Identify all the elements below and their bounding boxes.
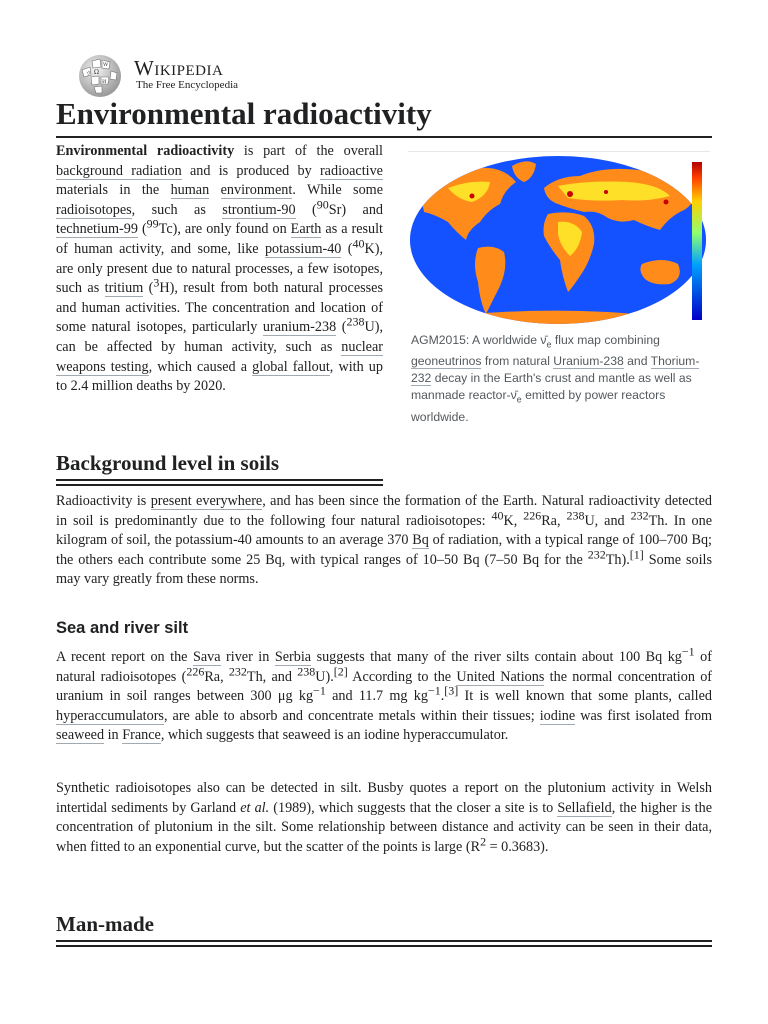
wikipedia-wordmark[interactable]: Wikipedia (134, 56, 224, 80)
heading-rule-2b (56, 945, 712, 947)
link-global-fallout[interactable]: global fallout (252, 358, 330, 375)
svg-text:И: И (102, 79, 107, 85)
link-hyperaccumulators[interactable]: hyperaccumulators (56, 707, 164, 724)
link-iodine[interactable]: iodine (539, 707, 576, 724)
link-human[interactable]: human (170, 182, 210, 199)
link-geoneutrinos[interactable]: geoneutrinos (411, 354, 482, 369)
paragraph-background: Radioactivity is present everywhere, and has been since the formation of the Earth. Natural radioactivity detected in soil is predominantly due to the following four natural radioisotopes: $^{40}$K, $^{226}$Ra, $^{238}$U, and $^{232}$Th. In one kilogram of soil, the potassium-40 amounts to an average 370 Bq of radiation, with a typical range of 100–700 Bq; the others each contribute some 25 Bq, with typical ranges of 10–50 Bq (7–50 Bq for the $^{232}$Th).[1] Some soils may vary greatly from these norms. (56, 493, 713, 588)
link-environment[interactable]: environment (220, 182, 293, 199)
page-title: Environmental radioactivity (56, 96, 432, 131)
svg-text:Ω: Ω (94, 69, 99, 76)
link-france[interactable]: France (122, 727, 161, 744)
ref-2[interactable]: [2] (333, 663, 348, 678)
svg-text:W: W (103, 62, 109, 68)
antineutrino-flux-map-image[interactable] (408, 152, 710, 328)
heading-rule-1 (56, 479, 383, 481)
link-background-radiation[interactable]: background radiation (56, 162, 182, 179)
link-uranium-238[interactable]: uranium-238 (262, 319, 337, 336)
wikipedia-globe-logo-icon[interactable] (74, 53, 126, 99)
svg-text:ウ: ウ (86, 71, 92, 77)
link-thorium-232[interactable]: Thorium-232 (411, 354, 700, 386)
heading-man-made: Man-made (56, 912, 154, 936)
link-serbia[interactable]: Serbia (274, 649, 312, 665)
link-radioactive[interactable]: radioactive (319, 162, 383, 179)
link-earth[interactable]: Earth (290, 221, 322, 238)
ref-3[interactable]: [3] (444, 683, 459, 698)
link-tritium[interactable]: tritium (104, 280, 144, 297)
wikipedia-tagline: The Free Encyclopedia (136, 79, 239, 91)
lead-bold-term: Environmental radioactivity (56, 143, 235, 159)
ref-1[interactable]: [1] (629, 547, 644, 562)
title-divider (56, 136, 712, 138)
link-uranium-238-caption[interactable]: Uranium-238 (553, 354, 624, 369)
link-nuclear-weapons-testing[interactable]: nuclear weapons testing (56, 338, 383, 375)
link-seaweed[interactable]: seaweed (56, 727, 105, 744)
heading-sea-river-silt: Sea and river silt (56, 619, 189, 637)
heading-rule-1b (56, 484, 383, 486)
link-technetium-99[interactable]: technetium-99 (56, 221, 138, 238)
link-united-nations[interactable]: United Nations (456, 668, 545, 685)
paragraph-silt-1: A recent report on the Sava river in Serbia suggests that many of the river silts contain about 100 Bq $kg^{-1}$ of natural radioisotopes ($^{226}$Ra, $^{232}$Th, and $^{238}$U).[2] According to the United Nations the normal concentration of uranium in soil ranges between 300 μg $kg^{-1}$ and 11.7 mg $kg^{-1}.[3]$ It is well known that some plants, called hyperaccumulators, are able to absorb and concentrate metals within their tissues; iodine was first isolated from seaweed in France, which suggests that seaweed is an iodine hyperaccumulator. (56, 644, 713, 744)
link-sava[interactable]: Sava (192, 649, 221, 665)
link-bq[interactable]: Bq (412, 532, 429, 549)
paragraph-silt-2: Synthetic radioisotopes also can be detected in silt. Busby quotes a report on the plutonium activity in Welsh intertidal sediments by Garland et al. (1989), which suggests that the closer a site is to Sellafield, the higher is the concentration of plutonium in the silt. Some relationship between distance and activity can be seen in their data, when fitted to an exponential curve, but the scatter of the points is large $(R^2 = 0.3683)$. (56, 780, 713, 855)
heading-background-level: Background level in soils (56, 451, 280, 475)
lead-paragraph: Environmental radioactivity is part of the overall background radiation and is produced by radioactive materials in the human environment. While some radioisotopes, such as strontium-90 ($^{90}$Sr) and technetium-99 ($^{99}$Tc), are only found on Earth as a result of human activity, and some, like potassium-40 ($^{40}$K), are only present due to natural processes, a few isotopes, such as tritium ($^3$H), result from both natural processes and human activities. The concentration and location of some natural isotopes, particularly uranium-238 ($^{238}$U), can be affected by human activity, such as nuclear weapons testing, which caused a global fallout, with up to 2.4 million deaths by 2020. (56, 143, 384, 395)
link-strontium-90[interactable]: strontium-90 (222, 201, 296, 218)
link-sellafield[interactable]: Sellafield (557, 799, 612, 816)
heading-rule-2 (56, 940, 712, 942)
link-potassium-40[interactable]: potassium-40 (264, 240, 342, 257)
link-radioisotopes[interactable]: radioisotopes (56, 201, 132, 218)
figure-caption: AGM2015: A worldwide $\nū_e$ flux map combining geoneutrinos from natural Uranium-238 and Thorium-232 decay in the Earth's crust and mantle as well as manmade reactor-$\nū_e$ emitted by power reactors worldwide. (411, 333, 700, 424)
link-present-everywhere[interactable]: present everywhere (150, 493, 263, 509)
